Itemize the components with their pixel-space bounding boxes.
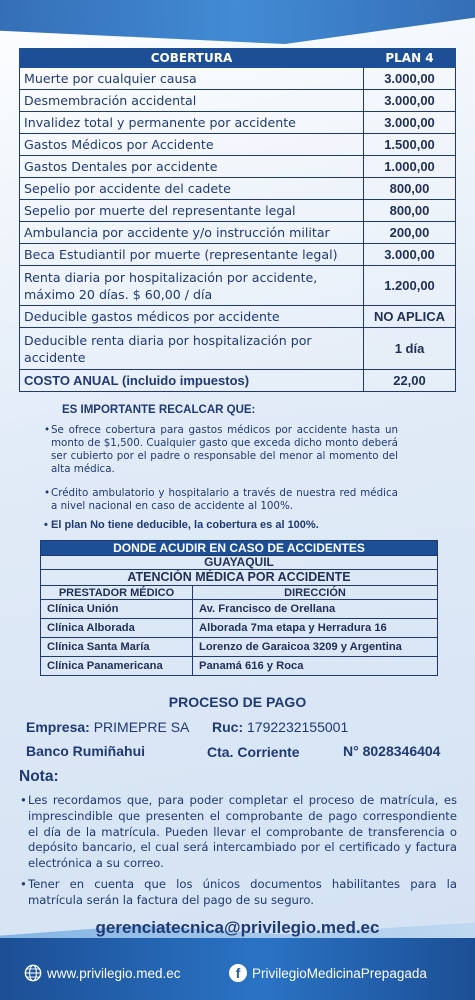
- bullet-dot: •: [44, 519, 48, 531]
- coverage-label: Gastos Dentales por accidente: [20, 156, 364, 178]
- coverage-value: 200,00: [364, 222, 456, 244]
- coverage-row: [20, 200, 456, 222]
- ruc-line: [212, 719, 348, 735]
- accident-title: DONDE ACUDIR EN CASO DE ACCIDENTES: [41, 541, 438, 556]
- accident-col-provider: PRESTADOR MÉDICO: [41, 586, 193, 600]
- provider-name: Clínica Alborada: [41, 619, 193, 638]
- coverage-table: [19, 48, 456, 392]
- coverage-label: Deducible gastos médicos por accidente: [20, 306, 364, 328]
- provider-address: Av. Francisco de Orellana: [193, 600, 438, 619]
- bank-name: Banco Rumiñahui: [26, 743, 146, 759]
- coverage-label: Gastos Médicos por Accidente: [20, 134, 364, 156]
- facebook-icon: f: [229, 964, 247, 982]
- provider-address: Alborada 7ma etapa y Herradura 16: [193, 619, 438, 638]
- coverage-label: Muerte por cualquier causa: [20, 68, 364, 90]
- bullet-dot: •: [20, 793, 27, 807]
- provider-name: Clínica Santa María: [41, 638, 193, 657]
- nota-bullet-2: [20, 877, 457, 909]
- coverage-value: 3.000,00: [364, 244, 456, 266]
- bank-line: [26, 743, 145, 759]
- coverage-value: 1.200,00: [364, 266, 456, 306]
- coverage-row: [20, 244, 456, 266]
- coverage-total-label: COSTO ANUAL (incluido impuestos): [20, 370, 364, 392]
- important-bullet-text: Se ofrece cobertura para gastos médicos por accidente hasta un monto de $1,500. Cualquier gasto que exceda dicho monto deberá ser cubierto por el padre o responsable del menor al momento del alta médica.: [51, 424, 398, 475]
- coverage-label: Invalidez total y permanente por accidente: [20, 112, 364, 134]
- coverage-row: [20, 156, 456, 178]
- accident-subtitle: ATENCIÓN MÉDICA POR ACCIDENTE: [41, 570, 438, 586]
- bullet-dot: •: [20, 877, 27, 891]
- account-number: N° 8028346404: [343, 743, 441, 759]
- contact-email[interactable]: gerenciatecnica@privilegio.med.ec: [95, 918, 380, 937]
- important-bullet-1: [44, 424, 398, 475]
- coverage-header-plan: PLAN 4: [364, 49, 456, 68]
- account-number-line: [343, 743, 440, 759]
- accident-row: [41, 638, 438, 657]
- ruc-value: 1792232155001: [247, 719, 349, 735]
- accident-city: GUAYAQUIL: [41, 556, 438, 570]
- accident-row: [41, 619, 438, 638]
- coverage-row: [20, 68, 456, 90]
- accident-subtitle-row: [41, 570, 438, 586]
- accident-table: [40, 540, 438, 676]
- coverage-row: [20, 328, 456, 370]
- coverage-value: 3.000,00: [364, 112, 456, 134]
- nota-bullet-1: [20, 793, 457, 872]
- accident-row: [41, 657, 438, 676]
- provider-address: Panamá 616 y Roca: [193, 657, 438, 676]
- coverage-row: [20, 134, 456, 156]
- coverage-label: Deducible renta diaria por hospitalización por accidente: [20, 328, 364, 370]
- provider-name: Clínica Unión: [41, 600, 193, 619]
- coverage-label: Sepelio por muerte del representante legal: [20, 200, 364, 222]
- coverage-value: 800,00: [364, 200, 456, 222]
- provider-address: Lorenzo de Garaicoa 3209 y Argentina: [193, 638, 438, 657]
- important-title: ES IMPORTANTE RECALCAR QUE:: [62, 404, 256, 416]
- important-bullet-2: [44, 487, 398, 513]
- coverage-row: [20, 266, 456, 306]
- accident-col-address: DIRECCIÓN: [193, 586, 438, 600]
- nota-title: Nota:: [19, 768, 59, 785]
- coverage-label: Renta diaria por hospitalización por accidente, máximo 20 días. $ 60,00 / día: [20, 266, 364, 306]
- coverage-value: 800,00: [364, 178, 456, 200]
- coverage-value: 1.500,00: [364, 134, 456, 156]
- coverage-row: [20, 90, 456, 112]
- coverage-value: NO APLICA: [364, 306, 456, 328]
- coverage-total-value: 22,00: [364, 370, 456, 392]
- payment-title: PROCESO DE PAGO: [168, 694, 307, 710]
- facebook-text: PrivilegioMedicinaPrepagada: [252, 965, 427, 981]
- coverage-value: 3.000,00: [364, 90, 456, 112]
- accident-city-row: [41, 556, 438, 570]
- bullet-dot: •: [44, 424, 51, 436]
- facebook-link[interactable]: [229, 964, 427, 982]
- website-text: www.privilegio.med.ec: [47, 965, 181, 981]
- coverage-header-row: [20, 49, 456, 68]
- important-bullet-text: Crédito ambulatorio y hospitalario a través de nuestra red médica a nivel nacional en caso de accidente al 100%.: [51, 487, 398, 512]
- coverage-label: Ambulancia por accidente y/o instrucción militar: [20, 222, 364, 244]
- provider-name: Clínica Panamericana: [41, 657, 193, 676]
- company-value: PRIMEPRE SA: [93, 719, 190, 735]
- account-type-line: [207, 744, 300, 760]
- company-label: Empresa:: [26, 719, 90, 735]
- website-link[interactable]: [24, 964, 181, 982]
- account-type: Cta. Corriente: [207, 744, 300, 760]
- accident-columns-row: [41, 586, 438, 600]
- bullet-dot: •: [44, 487, 51, 499]
- accident-title-row: [41, 541, 438, 556]
- coverage-label: Sepelio por accidente del cadete: [20, 178, 364, 200]
- globe-icon: [24, 964, 42, 982]
- nota-bullet-text: Tener en cuenta que los únicos documentos habilitantes para la matrícula serán la factura del pago de su seguro.: [28, 877, 457, 907]
- accident-row: [41, 600, 438, 619]
- important-bullet-text: El plan No tiene deducible, la cobertura es al 100%.: [51, 519, 319, 531]
- coverage-header-label: COBERTURA: [20, 49, 364, 68]
- coverage-row: [20, 222, 456, 244]
- footer: [0, 962, 475, 986]
- coverage-row: [20, 178, 456, 200]
- coverage-label: Desmembración accidental: [20, 90, 364, 112]
- coverage-value: 1.000,00: [364, 156, 456, 178]
- nota-bullet-text: Les recordamos que, para poder completar el proceso de matrícula, es imprescindible que presenten el comprobante de pago correspondiente el día de la matrícula. Pueden llevar el comprobante de transferencia o depósito bancario, el cual será intercambiado por el certificado y factura electrónica a su correo.: [28, 793, 457, 871]
- important-bullet-3: [44, 519, 398, 533]
- coverage-value: 3.000,00: [364, 68, 456, 90]
- coverage-row: [20, 112, 456, 134]
- company-line: [26, 719, 189, 735]
- ruc-label: Ruc:: [212, 719, 244, 735]
- coverage-label: Beca Estudiantil por muerte (representante legal): [20, 244, 364, 266]
- coverage-value: 1 día: [364, 328, 456, 370]
- coverage-row: [20, 306, 456, 328]
- coverage-total-row: [20, 370, 456, 392]
